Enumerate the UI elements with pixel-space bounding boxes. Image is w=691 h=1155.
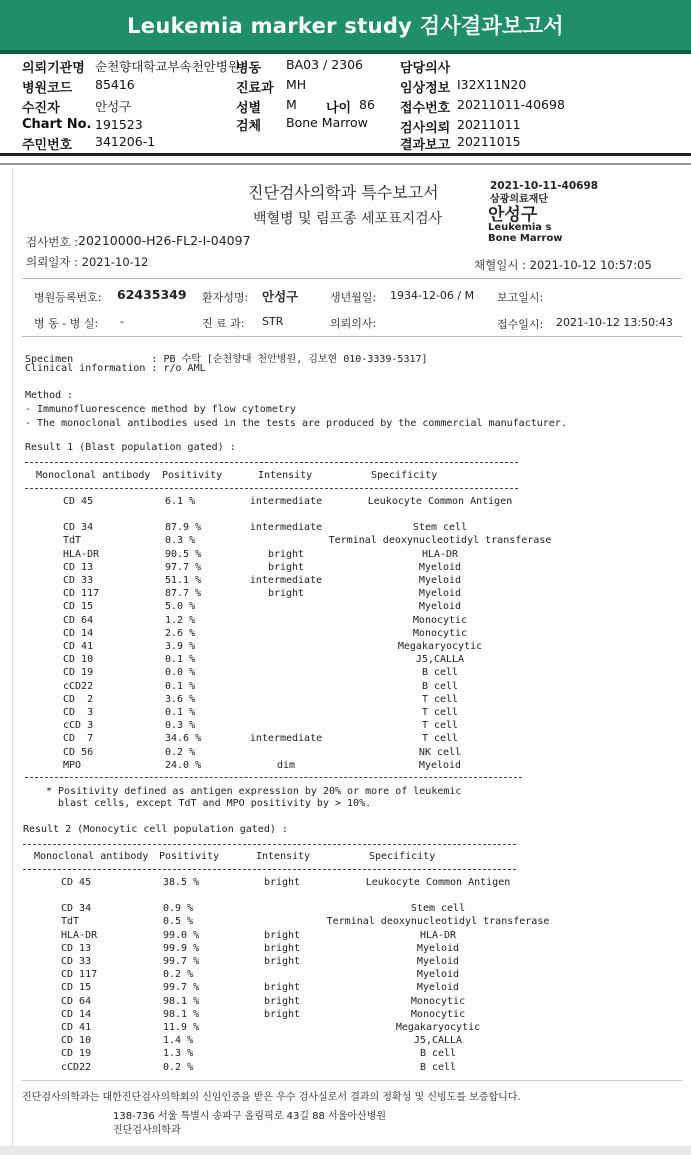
scan-doctor-label: 의뢰의사: xyxy=(330,317,377,330)
hospital-value: 순천향대학교부속천안병원 xyxy=(95,59,240,74)
hospital-label: 의뢰기관명 xyxy=(22,61,85,76)
chart-value: 191523 xyxy=(95,117,143,132)
specificity-cell: Myeloid xyxy=(418,759,462,771)
ward-room-label: 병 동 - 병 실: xyxy=(34,317,99,330)
specificity-cell: HLA-DR xyxy=(419,929,457,941)
specificity-cell: Myeloid xyxy=(418,601,462,613)
positivity-cell: 51.1 % xyxy=(165,575,202,586)
intensity-cell: bright xyxy=(263,956,301,967)
specificity-cell: HLA-DR xyxy=(421,548,459,560)
reg-no-value: 62435349 xyxy=(117,287,187,302)
report-title: Leukemia marker study 검사결과보고서 xyxy=(0,0,691,54)
positivity-cell: 0.3 % xyxy=(165,535,196,547)
specificity-cell: Myeloid xyxy=(418,561,462,573)
specificity-cell: Monocytic xyxy=(410,1008,466,1020)
accept-value: 2021-10-12 13:50:43 xyxy=(556,316,673,329)
age-label: 나이 xyxy=(326,101,352,116)
exam-no-value: 20210000-H26-FL2-I-04097 xyxy=(78,233,251,248)
antibody-cell: cCD 3 xyxy=(63,720,94,732)
result2-rule-header xyxy=(23,869,516,870)
specimen-label: 검체 xyxy=(236,119,262,134)
result2-col-intensity: Intensity xyxy=(256,851,311,862)
footer-department: 진단검사의학과 xyxy=(113,1125,181,1136)
stamp-name: 안성구 xyxy=(488,205,538,225)
intensity-cell: bright xyxy=(263,942,301,954)
positivity-cell: 3.6 % xyxy=(165,693,196,705)
positivity-cell: 99.7 % xyxy=(163,956,200,967)
specificity-cell: B cell xyxy=(421,667,459,679)
antibody-cell: CD 15 xyxy=(61,982,92,994)
accept-label: 접수일시: xyxy=(497,318,544,331)
antibody-cell: CD 15 xyxy=(63,601,94,613)
info-box-top xyxy=(22,278,682,279)
method-1: - Immunofluorescence method by flow cytometry xyxy=(25,404,296,415)
specificity-cell: B cell xyxy=(421,680,459,692)
specificity-cell: T cell xyxy=(421,693,459,705)
result2-col-antibody: Monoclonal antibody xyxy=(34,851,149,862)
positivity-cell: 0.2 % xyxy=(163,969,194,981)
info-box-bottom xyxy=(22,336,682,337)
stamp-org: 삼광의료재단 xyxy=(490,194,548,205)
positivity-cell: 34.6 % xyxy=(165,733,202,745)
reg-no-label: 병원등록번호: xyxy=(34,291,102,304)
ward-value: BA03 / 2306 xyxy=(286,57,364,72)
specificity-cell: Megakaryocytic xyxy=(397,641,483,652)
collect-datetime: 채혈일시 : 2021-10-12 10:57:05 xyxy=(474,258,652,272)
antibody-cell: TdT xyxy=(61,916,80,928)
clinical-label: 임상정보 xyxy=(400,81,451,96)
positivity-cell: 97.7 % xyxy=(165,561,202,573)
dept-value: MH xyxy=(286,77,307,92)
antibody-cell: CD 64 xyxy=(63,614,94,626)
antibody-cell: CD 56 xyxy=(63,746,94,758)
specimen-line: Specimen : PB 수탁 [순천향대 천안병원, 김보현 010-3339-5317] xyxy=(25,354,428,365)
positivity-cell: 24.0 % xyxy=(165,759,202,771)
specificity-cell: Myeloid xyxy=(416,982,460,994)
antibody-cell: CD 64 xyxy=(61,995,92,1007)
name-label: 환자성명: xyxy=(202,291,249,304)
specificity-cell: Myeloid xyxy=(416,942,460,954)
header-divider-2 xyxy=(0,163,691,165)
request-value: 20211011 xyxy=(457,117,521,132)
antibody-cell: CD 34 xyxy=(61,903,92,915)
intensity-cell: bright xyxy=(267,561,305,573)
antibody-cell: CD 117 xyxy=(63,588,100,600)
result2-title: Result 2 (Monocytic cell population gated) : xyxy=(23,824,288,835)
intensity-cell: intermediate xyxy=(249,522,323,534)
antibody-cell: CD 13 xyxy=(61,942,92,954)
specificity-cell: Monocytic xyxy=(412,627,468,639)
antibody-cell: CD 3 xyxy=(63,707,94,718)
age-value: 86 xyxy=(359,97,375,112)
specificity-cell: Monocytic xyxy=(410,995,466,1007)
intensity-cell: intermediate xyxy=(249,733,323,745)
result2-rule-top xyxy=(23,844,516,845)
positivity-cell: 0.5 % xyxy=(163,916,194,928)
intensity-cell: intermediate xyxy=(249,496,323,507)
note-line-2: blast cells, except TdT and MPO positivity by > 10%. xyxy=(46,798,372,809)
result1-col-specificity: Specificity xyxy=(371,470,438,481)
id-value: 341206-1 xyxy=(95,134,156,149)
positivity-cell: 90.5 % xyxy=(165,548,202,560)
intensity-cell: intermediate xyxy=(249,575,323,586)
positivity-cell: 0.1 % xyxy=(165,707,196,718)
positivity-cell: 0.3 % xyxy=(165,720,196,732)
clinical-line: Clinical information : r/o AML xyxy=(25,363,206,374)
antibody-cell: CD 10 xyxy=(63,654,94,666)
specificity-cell: B cell xyxy=(419,1061,457,1073)
page-footer-band xyxy=(0,1146,691,1155)
antibody-cell: cCD22 xyxy=(61,1061,92,1073)
ward-label: 병동 xyxy=(236,61,262,76)
antibody-cell: cCD22 xyxy=(63,680,94,692)
antibody-cell: CD 33 xyxy=(63,575,94,586)
antibody-cell: CD 41 xyxy=(63,641,94,652)
birth-value: 1934-12-06 / M xyxy=(390,289,475,302)
header-divider xyxy=(0,153,691,156)
stamp-specimen: Bone Marrow xyxy=(488,233,563,244)
positivity-cell: 1.2 % xyxy=(165,614,196,626)
intensity-cell: bright xyxy=(263,1008,301,1020)
specificity-cell: T cell xyxy=(421,720,459,732)
specificity-cell: Leukocyte Common Antigen xyxy=(367,496,513,507)
positivity-cell: 0.1 % xyxy=(165,680,196,692)
positivity-cell: 11.9 % xyxy=(163,1022,200,1033)
intensity-cell: bright xyxy=(267,548,305,560)
antibody-cell: HLA-DR xyxy=(63,548,100,560)
certification-text: 진단검사의학과는 대한진단검사의학회의 신임인증을 받은 우수 검사실로서 결과의 정확성 및 신빙도를 보증합니다. xyxy=(22,1092,521,1103)
positivity-cell: 99.9 % xyxy=(163,942,200,954)
specificity-cell: NK cell xyxy=(418,746,462,758)
positivity-cell: 6.1 % xyxy=(165,496,196,507)
specificity-cell: Monocytic xyxy=(412,614,468,626)
positivity-cell: 0.2 % xyxy=(163,1061,194,1073)
stamp-test: Leukemia s xyxy=(488,222,552,233)
antibody-cell: TdT xyxy=(63,535,82,547)
result1-rule-top xyxy=(25,462,518,463)
method-2: - The monoclonal antibodies used in the tests are produced by the commercial manufacturer. xyxy=(25,418,567,429)
report-date-label: 보고일시: xyxy=(497,291,544,304)
specimen-value: Bone Marrow xyxy=(286,115,368,130)
receipt-value: 20211011-40698 xyxy=(457,97,565,112)
dept-report-title: 진단검사의학과 특수보고서 xyxy=(248,183,439,202)
ward-room-value: - xyxy=(120,315,124,328)
request-label: 검사의뢰 xyxy=(400,121,451,136)
result2-col-specificity: Specificity xyxy=(369,851,436,862)
dept-report-subtitle: 백혈병 및 림프종 세포표지검사 xyxy=(253,211,443,227)
positivity-cell: 3.9 % xyxy=(165,641,196,652)
report-label: 결과보고 xyxy=(400,138,451,153)
code-label: 병원코드 xyxy=(22,81,73,96)
positivity-cell: 5.0 % xyxy=(165,601,196,613)
positivity-cell: 2.6 % xyxy=(165,627,196,639)
report-value: 20211015 xyxy=(457,134,521,149)
chart-label: Chart No. xyxy=(22,117,92,132)
result1-rule-bottom xyxy=(25,777,522,778)
antibody-cell: CD 7 xyxy=(63,733,94,745)
doctor-label: 담당의사 xyxy=(400,61,451,76)
intensity-cell: bright xyxy=(263,877,301,888)
exam-no-label: 검사번호 : xyxy=(26,235,78,249)
stamp-number: 2021-10-11-40698 xyxy=(490,180,599,192)
positivity-cell: 98.1 % xyxy=(163,1008,200,1020)
intensity-cell: dim xyxy=(276,759,296,771)
result1-col-intensity: Intensity xyxy=(258,470,313,481)
footer-divider xyxy=(22,1080,682,1081)
result2-col-positivity: Positivity xyxy=(159,851,220,862)
specificity-cell: Megakaryocytic xyxy=(395,1022,481,1033)
patient-label: 수진자 xyxy=(22,101,60,116)
antibody-cell: CD 45 xyxy=(63,496,94,507)
name-value: 안성구 xyxy=(262,289,299,304)
patient-value: 안성구 xyxy=(95,99,132,114)
positivity-cell: 99.0 % xyxy=(163,929,200,941)
specificity-cell: Myeloid xyxy=(418,575,462,586)
positivity-cell: 1.3 % xyxy=(163,1048,194,1060)
address-text: 138-736 서울 특별시 송파구 올림픽로 43길 88 서울아산병원 xyxy=(113,1111,387,1122)
id-label: 주민번호 xyxy=(22,138,73,153)
result1-col-positivity: Positivity xyxy=(162,470,223,481)
specificity-cell: Terminal deoxynucleotidyl transferase xyxy=(328,535,552,547)
positivity-cell: 98.1 % xyxy=(163,995,200,1007)
antibody-cell: CD 13 xyxy=(63,561,94,573)
antibody-cell: CD 14 xyxy=(63,627,94,639)
result1-col-antibody: Monoclonal antibody xyxy=(36,470,151,481)
sex-value: M xyxy=(286,97,297,112)
antibody-cell: CD 34 xyxy=(63,522,94,534)
specificity-cell: Myeloid xyxy=(418,588,462,600)
result1-rule-header xyxy=(25,488,518,489)
code-value: 85416 xyxy=(95,77,135,92)
antibody-cell: CD 41 xyxy=(61,1022,92,1033)
clinical-value: I32X11N20 xyxy=(457,77,527,92)
specificity-cell: Stem cell xyxy=(412,522,468,534)
antibody-cell: CD 14 xyxy=(61,1008,92,1020)
specificity-cell: J5,CALLA xyxy=(415,654,465,666)
positivity-cell: 87.9 % xyxy=(165,522,202,534)
specificity-cell: Stem cell xyxy=(410,903,466,915)
note-line-1: * Positivity defined as antigen expression by 20% or more of leukemic xyxy=(46,786,462,797)
positivity-cell: 99.7 % xyxy=(163,982,200,994)
specificity-cell: J5,CALLA xyxy=(413,1035,463,1047)
dept-label: 진료과 xyxy=(236,81,274,96)
antibody-cell: MPO xyxy=(63,759,82,771)
positivity-cell: 0.9 % xyxy=(163,903,194,915)
request-date: 의뢰일자 : 2021-10-12 xyxy=(26,255,149,269)
antibody-cell: CD 19 xyxy=(63,667,94,679)
result1-title: Result 1 (Blast population gated) : xyxy=(25,442,236,453)
positivity-cell: 38.5 % xyxy=(163,877,200,888)
specificity-cell: T cell xyxy=(421,733,459,745)
positivity-cell: 0.0 % xyxy=(165,667,196,679)
receipt-label: 접수번호 xyxy=(400,101,451,116)
antibody-cell: CD 2 xyxy=(63,693,94,705)
antibody-cell: HLA-DR xyxy=(61,929,98,941)
positivity-cell: 0.1 % xyxy=(165,654,196,666)
intensity-cell: bright xyxy=(267,588,305,600)
antibody-cell: CD 45 xyxy=(61,877,92,888)
antibody-cell: CD 117 xyxy=(61,969,98,981)
antibody-cell: CD 19 xyxy=(61,1048,92,1060)
intensity-cell: bright xyxy=(263,995,301,1007)
method-line: Method : xyxy=(25,390,74,401)
scan-dept-value: STR xyxy=(262,315,284,328)
antibody-cell: CD 10 xyxy=(61,1035,92,1047)
specificity-cell: Terminal deoxynucleotidyl transferase xyxy=(326,916,550,928)
birth-label: 생년월일: xyxy=(330,291,377,304)
positivity-cell: 1.4 % xyxy=(163,1035,194,1047)
specificity-cell: Myeloid xyxy=(416,956,460,967)
specificity-cell: T cell xyxy=(421,707,459,718)
antibody-cell: CD 33 xyxy=(61,956,92,967)
sex-label: 성별 xyxy=(236,101,262,116)
specificity-cell: Leukocyte Common Antigen xyxy=(365,877,511,888)
intensity-cell: bright xyxy=(263,982,301,994)
positivity-cell: 0.2 % xyxy=(165,746,196,758)
positivity-cell: 87.7 % xyxy=(165,588,202,600)
specificity-cell: Myeloid xyxy=(416,969,460,981)
intensity-cell: bright xyxy=(263,929,301,941)
specificity-cell: B cell xyxy=(419,1048,457,1060)
scan-dept-label: 진 료 과: xyxy=(202,317,245,330)
